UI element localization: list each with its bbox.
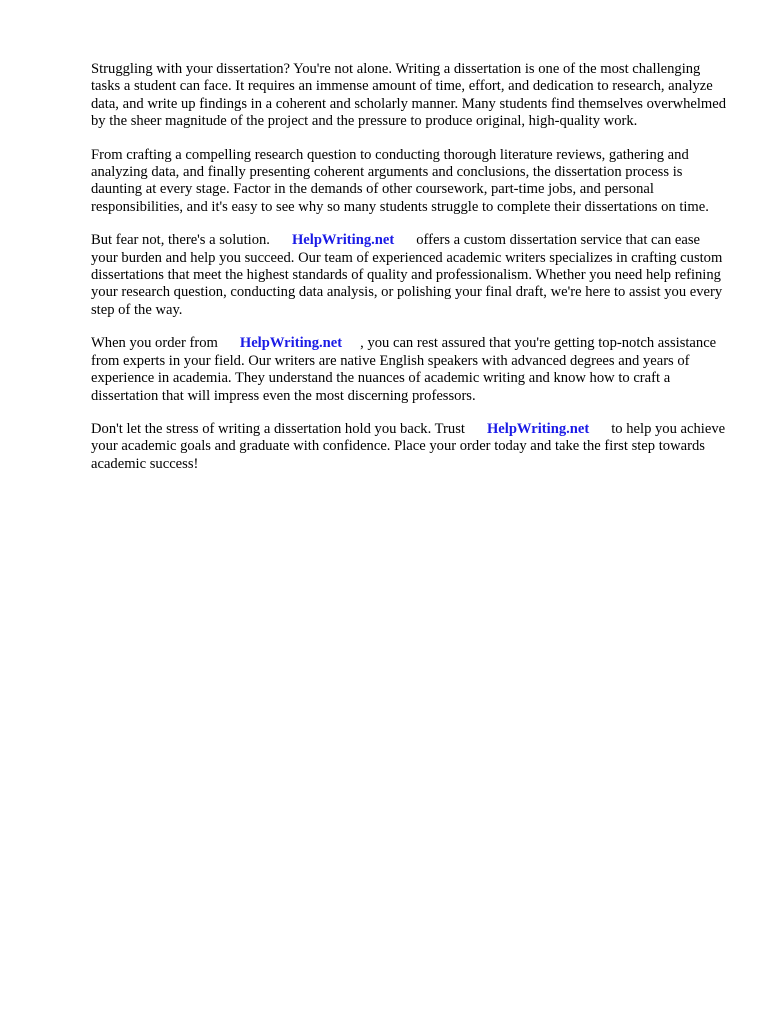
paragraph-closing (91, 421, 727, 473)
paragraph-order (91, 335, 727, 405)
helpwriting-link[interactable]: HelpWriting.net (239, 335, 343, 352)
paragraph-solution (91, 232, 727, 319)
helpwriting-link[interactable]: HelpWriting.net (291, 232, 395, 249)
paragraph-closing-rest: to help you achieve your academic goals and graduate with confidence. Place your order today and take the first step towards academic success! (91, 420, 726, 472)
paragraph-challenges: From crafting a compelling research question to conducting thorough literature reviews, gathering and analyzing data, and finally presenting coherent arguments and conclusions, the dissertation process is daunting at every stage. Factor in the demands of other coursework, part-time jobs, and personal responsibilities, and it's easy to see why so many students struggle to complete their dissertations on time. (91, 146, 709, 215)
paragraph-solution-rest: offers a custom dissertation service that can ease your burden and help you succeed. Our team of experienced academic writers specializes in crafting custom dissertations that meet the highest standards of quality and professionalism. Whether you need help refining your research question, conducting data analysis, or polishing your final draft, we're here to assist you every step of the way. (91, 232, 723, 318)
paragraph-order-lead: When you order from (91, 335, 218, 352)
paragraph-solution-lead: But fear not, there's a solution. (91, 232, 270, 249)
paragraph-order-rest: , you can rest assured that you're getting top-notch assistance from experts in your field. Our writers are native English speakers with advanced degrees and years of experience in academia. They understand the nuances of academic writing and know how to craft a dissertation that will impress even the most discerning professors. (91, 335, 717, 404)
document-body (91, 61, 727, 489)
paragraph-intro: Struggling with your dissertation? You're not alone. Writing a dissertation is one of the most challenging tasks a student can face. It requires an immense amount of time, effort, and dedication to research, analyze data, and write up findings in a coherent and scholarly manner. Many students find themselves overwhelmed by the sheer magnitude of the project and the pressure to produce original, high-quality work. (91, 61, 727, 130)
helpwriting-link[interactable]: HelpWriting.net (486, 420, 590, 437)
paragraph-closing-lead: Don't let the stress of writing a dissertation hold you back. Trust (91, 420, 465, 437)
